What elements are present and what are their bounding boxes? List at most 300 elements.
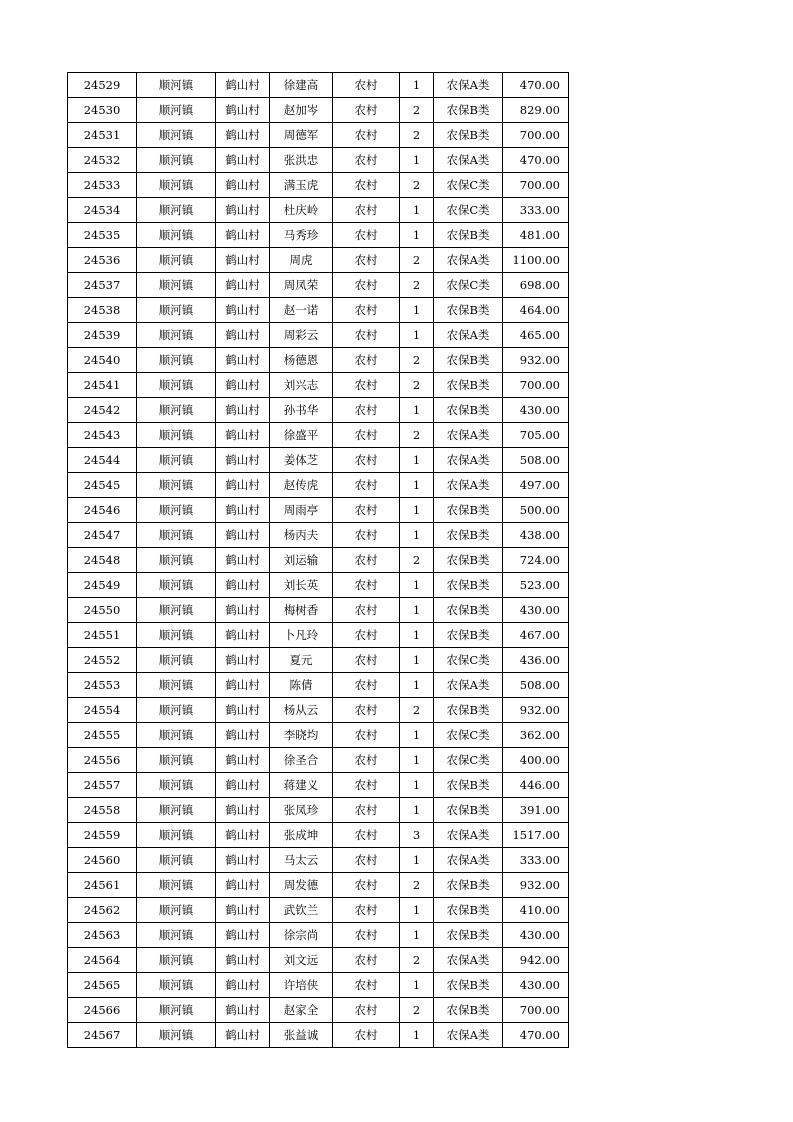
village-cell: 鹤山村 — [216, 748, 270, 773]
town-cell: 顺河镇 — [137, 648, 216, 673]
insurance-category-cell: 农保B类 — [434, 873, 503, 898]
village-cell: 鹤山村 — [216, 848, 270, 873]
village-cell: 鹤山村 — [216, 398, 270, 423]
insurance-category-cell: 农保A类 — [434, 323, 503, 348]
name-cell: 刘兴志 — [270, 373, 333, 398]
town-cell: 顺河镇 — [137, 773, 216, 798]
insurance-category-cell: 农保A类 — [434, 1023, 503, 1048]
insurance-category-cell: 农保A类 — [434, 848, 503, 873]
household-type-cell: 农村 — [333, 623, 400, 648]
village-cell: 鹤山村 — [216, 823, 270, 848]
insurance-category-cell: 农保B类 — [434, 348, 503, 373]
table-row — [68, 998, 569, 1023]
name-cell: 赵家全 — [270, 998, 333, 1023]
table-row — [68, 923, 569, 948]
record-id-cell: 24562 — [68, 898, 137, 923]
name-cell: 孙书华 — [270, 398, 333, 423]
name-cell: 赵传虎 — [270, 473, 333, 498]
town-cell: 顺河镇 — [137, 323, 216, 348]
subsidy-ledger-table — [67, 72, 569, 1048]
amount-cell: 700.00 — [503, 173, 569, 198]
town-cell: 顺河镇 — [137, 373, 216, 398]
town-cell: 顺河镇 — [137, 673, 216, 698]
record-id-cell: 24549 — [68, 573, 137, 598]
household-type-cell: 农村 — [333, 998, 400, 1023]
village-cell: 鹤山村 — [216, 898, 270, 923]
name-cell: 卜凡玲 — [270, 623, 333, 648]
table-row — [68, 823, 569, 848]
insurance-category-cell: 农保B类 — [434, 523, 503, 548]
record-id-cell: 24552 — [68, 648, 137, 673]
town-cell: 顺河镇 — [137, 73, 216, 98]
table-row — [68, 423, 569, 448]
insurance-category-cell: 农保A类 — [434, 823, 503, 848]
village-cell: 鹤山村 — [216, 123, 270, 148]
amount-cell: 523.00 — [503, 573, 569, 598]
household-type-cell: 农村 — [333, 298, 400, 323]
member-count-cell: 2 — [400, 948, 434, 973]
insurance-category-cell: 农保A类 — [434, 148, 503, 173]
table-row — [68, 398, 569, 423]
record-id-cell: 24558 — [68, 798, 137, 823]
village-cell: 鹤山村 — [216, 1023, 270, 1048]
name-cell: 徐圣合 — [270, 748, 333, 773]
name-cell: 徐建高 — [270, 73, 333, 98]
table-row — [68, 273, 569, 298]
village-cell: 鹤山村 — [216, 248, 270, 273]
household-type-cell: 农村 — [333, 498, 400, 523]
household-type-cell: 农村 — [333, 98, 400, 123]
insurance-category-cell: 农保A类 — [434, 73, 503, 98]
record-id-cell: 24557 — [68, 773, 137, 798]
record-id-cell: 24539 — [68, 323, 137, 348]
town-cell: 顺河镇 — [137, 748, 216, 773]
insurance-category-cell: 农保C类 — [434, 648, 503, 673]
name-cell: 梅树香 — [270, 598, 333, 623]
household-type-cell: 农村 — [333, 848, 400, 873]
amount-cell: 932.00 — [503, 873, 569, 898]
town-cell: 顺河镇 — [137, 973, 216, 998]
town-cell: 顺河镇 — [137, 723, 216, 748]
name-cell: 刘文远 — [270, 948, 333, 973]
name-cell: 李晓均 — [270, 723, 333, 748]
member-count-cell: 2 — [400, 173, 434, 198]
member-count-cell: 2 — [400, 98, 434, 123]
village-cell: 鹤山村 — [216, 98, 270, 123]
name-cell: 满玉虎 — [270, 173, 333, 198]
amount-cell: 430.00 — [503, 923, 569, 948]
table-row — [68, 448, 569, 473]
table-row — [68, 798, 569, 823]
member-count-cell: 2 — [400, 123, 434, 148]
record-id-cell: 24529 — [68, 73, 137, 98]
town-cell: 顺河镇 — [137, 448, 216, 473]
table-row — [68, 973, 569, 998]
member-count-cell: 1 — [400, 298, 434, 323]
household-type-cell: 农村 — [333, 923, 400, 948]
amount-cell: 430.00 — [503, 398, 569, 423]
amount-cell: 705.00 — [503, 423, 569, 448]
household-type-cell: 农村 — [333, 423, 400, 448]
name-cell: 蒋建义 — [270, 773, 333, 798]
town-cell: 顺河镇 — [137, 823, 216, 848]
record-id-cell: 24538 — [68, 298, 137, 323]
member-count-cell: 1 — [400, 723, 434, 748]
name-cell: 周虎 — [270, 248, 333, 273]
member-count-cell: 1 — [400, 673, 434, 698]
village-cell: 鹤山村 — [216, 873, 270, 898]
town-cell: 顺河镇 — [137, 548, 216, 573]
town-cell: 顺河镇 — [137, 398, 216, 423]
table-row — [68, 698, 569, 723]
member-count-cell: 1 — [400, 648, 434, 673]
amount-cell: 436.00 — [503, 648, 569, 673]
insurance-category-cell: 农保B类 — [434, 223, 503, 248]
record-id-cell: 24551 — [68, 623, 137, 648]
household-type-cell: 农村 — [333, 1023, 400, 1048]
table-row — [68, 498, 569, 523]
name-cell: 周发德 — [270, 873, 333, 898]
insurance-category-cell: 农保B类 — [434, 548, 503, 573]
table-row — [68, 598, 569, 623]
insurance-category-cell: 农保B类 — [434, 623, 503, 648]
record-id-cell: 24560 — [68, 848, 137, 873]
record-id-cell: 24559 — [68, 823, 137, 848]
name-cell: 张益诚 — [270, 1023, 333, 1048]
amount-cell: 391.00 — [503, 798, 569, 823]
amount-cell: 829.00 — [503, 98, 569, 123]
table-row — [68, 648, 569, 673]
name-cell: 赵加岑 — [270, 98, 333, 123]
member-count-cell: 1 — [400, 898, 434, 923]
town-cell: 顺河镇 — [137, 898, 216, 923]
table-row — [68, 673, 569, 698]
insurance-category-cell: 农保C类 — [434, 748, 503, 773]
record-id-cell: 24535 — [68, 223, 137, 248]
ledger-body — [68, 73, 569, 1048]
name-cell: 周雨亭 — [270, 498, 333, 523]
village-cell: 鹤山村 — [216, 348, 270, 373]
amount-cell: 400.00 — [503, 748, 569, 773]
table-row — [68, 948, 569, 973]
table-row — [68, 898, 569, 923]
amount-cell: 470.00 — [503, 73, 569, 98]
member-count-cell: 1 — [400, 73, 434, 98]
village-cell: 鹤山村 — [216, 523, 270, 548]
insurance-category-cell: 农保B类 — [434, 773, 503, 798]
table-row — [68, 98, 569, 123]
insurance-category-cell: 农保A类 — [434, 473, 503, 498]
village-cell: 鹤山村 — [216, 198, 270, 223]
village-cell: 鹤山村 — [216, 423, 270, 448]
member-count-cell: 1 — [400, 623, 434, 648]
town-cell: 顺河镇 — [137, 248, 216, 273]
table-row — [68, 573, 569, 598]
village-cell: 鹤山村 — [216, 148, 270, 173]
record-id-cell: 24543 — [68, 423, 137, 448]
household-type-cell: 农村 — [333, 473, 400, 498]
village-cell: 鹤山村 — [216, 373, 270, 398]
name-cell: 赵一诺 — [270, 298, 333, 323]
record-id-cell: 24531 — [68, 123, 137, 148]
member-count-cell: 1 — [400, 573, 434, 598]
town-cell: 顺河镇 — [137, 148, 216, 173]
amount-cell: 700.00 — [503, 123, 569, 148]
amount-cell: 465.00 — [503, 323, 569, 348]
record-id-cell: 24537 — [68, 273, 137, 298]
table-row — [68, 848, 569, 873]
name-cell: 杨从云 — [270, 698, 333, 723]
town-cell: 顺河镇 — [137, 98, 216, 123]
insurance-category-cell: 农保B类 — [434, 298, 503, 323]
member-count-cell: 2 — [400, 998, 434, 1023]
household-type-cell: 农村 — [333, 123, 400, 148]
member-count-cell: 2 — [400, 248, 434, 273]
member-count-cell: 1 — [400, 398, 434, 423]
member-count-cell: 1 — [400, 973, 434, 998]
amount-cell: 1517.00 — [503, 823, 569, 848]
insurance-category-cell: 农保C类 — [434, 723, 503, 748]
village-cell: 鹤山村 — [216, 473, 270, 498]
town-cell: 顺河镇 — [137, 598, 216, 623]
household-type-cell: 农村 — [333, 748, 400, 773]
village-cell: 鹤山村 — [216, 448, 270, 473]
household-type-cell: 农村 — [333, 448, 400, 473]
household-type-cell: 农村 — [333, 573, 400, 598]
table-row — [68, 473, 569, 498]
name-cell: 杜庆岭 — [270, 198, 333, 223]
member-count-cell: 1 — [400, 748, 434, 773]
amount-cell: 700.00 — [503, 998, 569, 1023]
member-count-cell: 2 — [400, 548, 434, 573]
household-type-cell: 农村 — [333, 248, 400, 273]
member-count-cell: 1 — [400, 198, 434, 223]
household-type-cell: 农村 — [333, 823, 400, 848]
name-cell: 刘运输 — [270, 548, 333, 573]
record-id-cell: 24545 — [68, 473, 137, 498]
household-type-cell: 农村 — [333, 323, 400, 348]
town-cell: 顺河镇 — [137, 923, 216, 948]
village-cell: 鹤山村 — [216, 273, 270, 298]
village-cell: 鹤山村 — [216, 298, 270, 323]
village-cell: 鹤山村 — [216, 798, 270, 823]
table-row — [68, 1023, 569, 1048]
town-cell: 顺河镇 — [137, 273, 216, 298]
insurance-category-cell: 农保B类 — [434, 573, 503, 598]
household-type-cell: 农村 — [333, 148, 400, 173]
amount-cell: 698.00 — [503, 273, 569, 298]
village-cell: 鹤山村 — [216, 598, 270, 623]
insurance-category-cell: 农保B类 — [434, 698, 503, 723]
town-cell: 顺河镇 — [137, 348, 216, 373]
table-row — [68, 123, 569, 148]
household-type-cell: 农村 — [333, 673, 400, 698]
record-id-cell: 24548 — [68, 548, 137, 573]
insurance-category-cell: 农保B类 — [434, 998, 503, 1023]
town-cell: 顺河镇 — [137, 873, 216, 898]
amount-cell: 430.00 — [503, 973, 569, 998]
insurance-category-cell: 农保B类 — [434, 598, 503, 623]
name-cell: 张洪忠 — [270, 148, 333, 173]
record-id-cell: 24541 — [68, 373, 137, 398]
amount-cell: 333.00 — [503, 198, 569, 223]
record-id-cell: 24565 — [68, 973, 137, 998]
village-cell: 鹤山村 — [216, 548, 270, 573]
household-type-cell: 农村 — [333, 873, 400, 898]
town-cell: 顺河镇 — [137, 798, 216, 823]
table-row — [68, 773, 569, 798]
town-cell: 顺河镇 — [137, 848, 216, 873]
household-type-cell: 农村 — [333, 373, 400, 398]
amount-cell: 470.00 — [503, 148, 569, 173]
household-type-cell: 农村 — [333, 948, 400, 973]
name-cell: 张凤珍 — [270, 798, 333, 823]
member-count-cell: 2 — [400, 273, 434, 298]
name-cell: 张成坤 — [270, 823, 333, 848]
village-cell: 鹤山村 — [216, 173, 270, 198]
member-count-cell: 1 — [400, 448, 434, 473]
insurance-category-cell: 农保A类 — [434, 948, 503, 973]
name-cell: 徐盛平 — [270, 423, 333, 448]
village-cell: 鹤山村 — [216, 573, 270, 598]
household-type-cell: 农村 — [333, 548, 400, 573]
table-row — [68, 873, 569, 898]
table-row — [68, 198, 569, 223]
member-count-cell: 1 — [400, 523, 434, 548]
town-cell: 顺河镇 — [137, 173, 216, 198]
insurance-category-cell: 农保A类 — [434, 423, 503, 448]
village-cell: 鹤山村 — [216, 948, 270, 973]
member-count-cell: 1 — [400, 148, 434, 173]
record-id-cell: 24554 — [68, 698, 137, 723]
amount-cell: 508.00 — [503, 673, 569, 698]
town-cell: 顺河镇 — [137, 223, 216, 248]
town-cell: 顺河镇 — [137, 523, 216, 548]
amount-cell: 430.00 — [503, 598, 569, 623]
member-count-cell: 2 — [400, 873, 434, 898]
household-type-cell: 农村 — [333, 698, 400, 723]
village-cell: 鹤山村 — [216, 773, 270, 798]
member-count-cell: 1 — [400, 1023, 434, 1048]
amount-cell: 942.00 — [503, 948, 569, 973]
record-id-cell: 24561 — [68, 873, 137, 898]
member-count-cell: 1 — [400, 498, 434, 523]
insurance-category-cell: 农保B类 — [434, 923, 503, 948]
table-row — [68, 248, 569, 273]
town-cell: 顺河镇 — [137, 423, 216, 448]
insurance-category-cell: 农保C类 — [434, 273, 503, 298]
amount-cell: 410.00 — [503, 898, 569, 923]
record-id-cell: 24564 — [68, 948, 137, 973]
name-cell: 周德军 — [270, 123, 333, 148]
village-cell: 鹤山村 — [216, 698, 270, 723]
town-cell: 顺河镇 — [137, 473, 216, 498]
insurance-category-cell: 农保B类 — [434, 973, 503, 998]
table-row — [68, 298, 569, 323]
name-cell: 刘长英 — [270, 573, 333, 598]
member-count-cell: 2 — [400, 348, 434, 373]
name-cell: 夏元 — [270, 648, 333, 673]
town-cell: 顺河镇 — [137, 623, 216, 648]
amount-cell: 724.00 — [503, 548, 569, 573]
member-count-cell: 2 — [400, 698, 434, 723]
village-cell: 鹤山村 — [216, 323, 270, 348]
amount-cell: 481.00 — [503, 223, 569, 248]
town-cell: 顺河镇 — [137, 1023, 216, 1048]
insurance-category-cell: 农保B类 — [434, 398, 503, 423]
table-row — [68, 348, 569, 373]
amount-cell: 333.00 — [503, 848, 569, 873]
table-row — [68, 723, 569, 748]
table-row — [68, 73, 569, 98]
name-cell: 马太云 — [270, 848, 333, 873]
table-row — [68, 623, 569, 648]
amount-cell: 470.00 — [503, 1023, 569, 1048]
record-id-cell: 24542 — [68, 398, 137, 423]
town-cell: 顺河镇 — [137, 298, 216, 323]
household-type-cell: 农村 — [333, 973, 400, 998]
town-cell: 顺河镇 — [137, 573, 216, 598]
village-cell: 鹤山村 — [216, 73, 270, 98]
name-cell: 杨德恩 — [270, 348, 333, 373]
table-row — [68, 523, 569, 548]
insurance-category-cell: 农保C类 — [434, 198, 503, 223]
insurance-category-cell: 农保C类 — [434, 173, 503, 198]
record-id-cell: 24546 — [68, 498, 137, 523]
village-cell: 鹤山村 — [216, 223, 270, 248]
town-cell: 顺河镇 — [137, 123, 216, 148]
table-row — [68, 548, 569, 573]
household-type-cell: 农村 — [333, 348, 400, 373]
insurance-category-cell: 农保A类 — [434, 448, 503, 473]
insurance-category-cell: 农保A类 — [434, 248, 503, 273]
household-type-cell: 农村 — [333, 648, 400, 673]
member-count-cell: 3 — [400, 823, 434, 848]
household-type-cell: 农村 — [333, 898, 400, 923]
record-id-cell: 24566 — [68, 998, 137, 1023]
amount-cell: 467.00 — [503, 623, 569, 648]
village-cell: 鹤山村 — [216, 648, 270, 673]
household-type-cell: 农村 — [333, 73, 400, 98]
amount-cell: 500.00 — [503, 498, 569, 523]
village-cell: 鹤山村 — [216, 623, 270, 648]
record-id-cell: 24550 — [68, 598, 137, 623]
amount-cell: 932.00 — [503, 698, 569, 723]
name-cell: 周彩云 — [270, 323, 333, 348]
town-cell: 顺河镇 — [137, 498, 216, 523]
member-count-cell: 1 — [400, 773, 434, 798]
insurance-category-cell: 农保A类 — [434, 673, 503, 698]
member-count-cell: 1 — [400, 923, 434, 948]
household-type-cell: 农村 — [333, 773, 400, 798]
table-row — [68, 173, 569, 198]
household-type-cell: 农村 — [333, 398, 400, 423]
amount-cell: 1100.00 — [503, 248, 569, 273]
household-type-cell: 农村 — [333, 223, 400, 248]
table-row — [68, 148, 569, 173]
member-count-cell: 2 — [400, 373, 434, 398]
member-count-cell: 2 — [400, 423, 434, 448]
table-row — [68, 223, 569, 248]
amount-cell: 508.00 — [503, 448, 569, 473]
record-id-cell: 24563 — [68, 923, 137, 948]
record-id-cell: 24532 — [68, 148, 137, 173]
name-cell: 武钦兰 — [270, 898, 333, 923]
record-id-cell: 24536 — [68, 248, 137, 273]
name-cell: 周凤荣 — [270, 273, 333, 298]
record-id-cell: 24555 — [68, 723, 137, 748]
insurance-category-cell: 农保B类 — [434, 798, 503, 823]
